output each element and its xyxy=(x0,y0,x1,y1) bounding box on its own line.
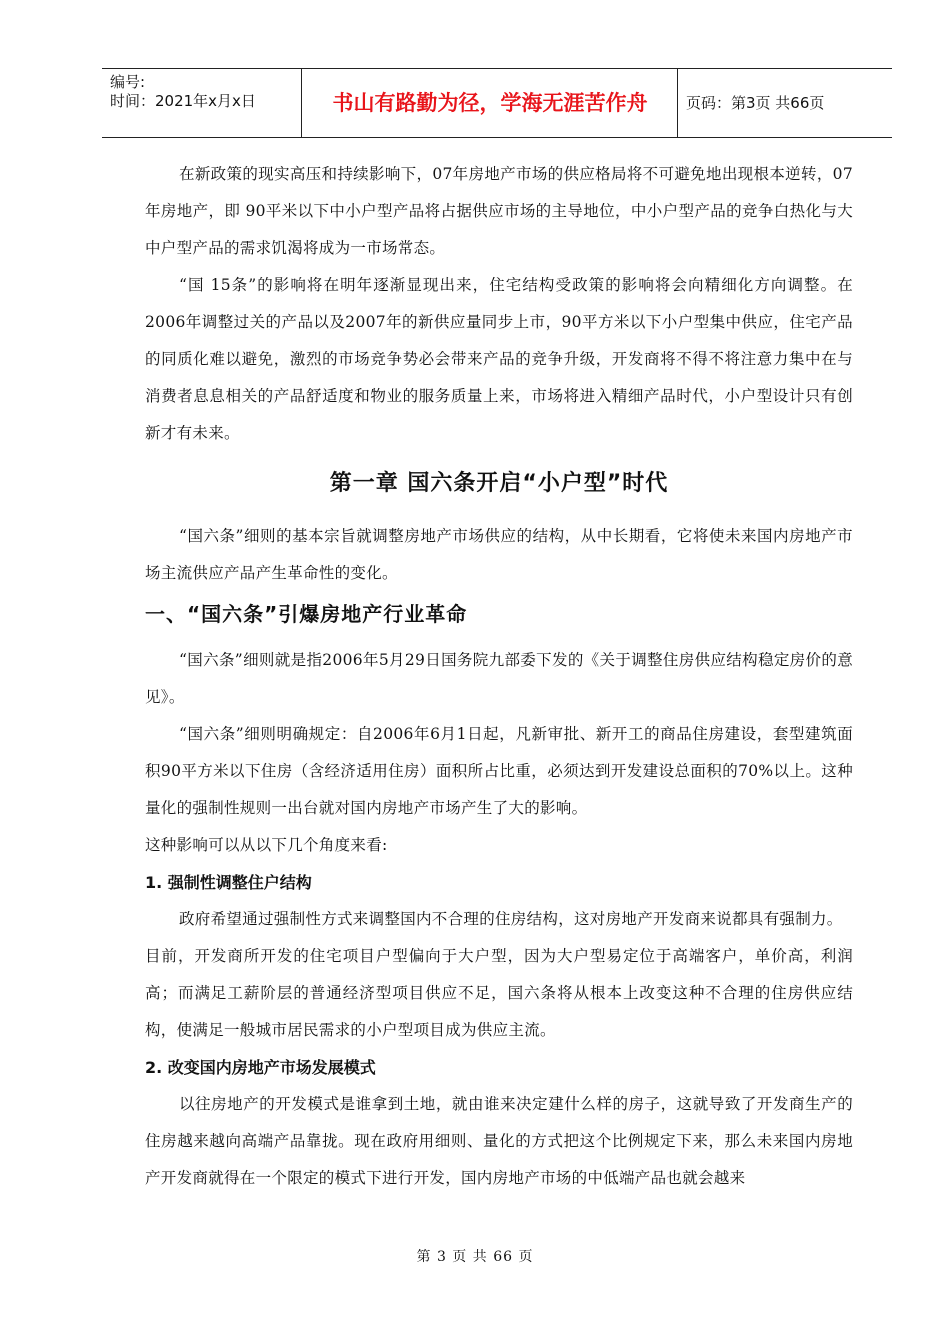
section-lead: 这种影响可以从以下几个角度来看: xyxy=(145,836,388,854)
intro-paragraph-1: 在新政策的现实高压和持续影响下，07年房地产市场的供应格局将不可避免地出现根本逆转，07年房地产，即 90平米以下中小户型产品将占据供应市场的主导地位，中小户型产品的竞争白热化与大中户型产品的需求饥渴将成为一市场常态。 xyxy=(145,165,853,257)
page-footer: 第 3 页 共 66 页 xyxy=(416,1249,534,1265)
subsection-2-paragraph: 以往房地产的开发模式是谁拿到土地，就由谁来决定建什么样的房子，这就导致了开发商生产的住房越来越向高端产品靠拢。现在政府用细则、量化的方式把这个比例规定下来，那么未来国内房地产开发商就得在一个限定的模式下进行开发，国内房地产市场的中低端产品也就会越来 xyxy=(145,1095,853,1187)
section-paragraph-2: “国六条”细则明确规定：自2006年6月1日起，凡新审批、新开工的商品住房建设，套型建筑面积90平方米以下住房（含经济适用住房）面积所占比重，必须达到开发建设总面积的70%以上。这种量化的强制性规则一出台就对国内房地产市场产生了大的影响。 xyxy=(145,725,853,817)
page-header xyxy=(102,68,892,138)
time-label: 时间：2021年x月x日 xyxy=(110,92,256,110)
document-body xyxy=(145,156,853,1197)
section-title: 一、“国六条”引爆房地产行业革命 xyxy=(145,602,468,626)
subsection-1-paragraph-2: 目前，开发商所开发的住宅项目户型偏向于大户型，因为大户型易定位于高端客户，单价高，利润高；而满足工薪阶层的普通经济型项目供应不足，国六条将从根本上改变这种不合理的住房供应结构，使满足一般城市居民需求的小户型项目成为供应主流。 xyxy=(145,947,853,1039)
subsection-title-2: 2. 改变国内房地产市场发展模式 xyxy=(145,1058,376,1077)
code-label: 编号: xyxy=(110,73,146,91)
chapter-title: 第一章 国六条开启“小户型”时代 xyxy=(329,471,669,496)
header-motto: 书山有路勤为径，学海无涯苦作舟 xyxy=(303,69,678,137)
section-paragraph-1: “国六条”细则就是指2006年5月29日国务院九部委下发的《关于调整住房供应结构稳定房价的意见》。 xyxy=(145,651,853,706)
subsection-title-1: 1. 强制性调整住户结构 xyxy=(145,873,312,892)
intro-paragraph-2: “国 15条”的影响将在明年逐渐显现出来，住宅结构受政策的影响将会向精细化方向调整。在2006年调整过关的产品以及2007年的新供应量同步上市，90平方米以下小户型集中供应，住宅产品的同质化难以避免，激烈的市场竞争势必会带来产品的竞争升级，开发商将不得不将注意力集中在与消费者息息相关的产品舒适度和物业的服务质量上来，市场将进入精细产品时代，小户型设计只有创新才有未来。 xyxy=(145,276,853,442)
chapter-intro: “国六条”细则的基本宗旨就调整房地产市场供应的结构，从中长期看，它将使未来国内房地产市场主流供应产品产生革命性的变化。 xyxy=(145,527,853,582)
header-page-label: 页码：第3页 共66页 xyxy=(686,94,825,112)
subsection-1-paragraph-1: 政府希望通过强制性方式来调整国内不合理的住房结构，这对房地产开发商来说都具有强制力。 xyxy=(179,910,843,928)
header-meta-cell xyxy=(102,69,302,137)
